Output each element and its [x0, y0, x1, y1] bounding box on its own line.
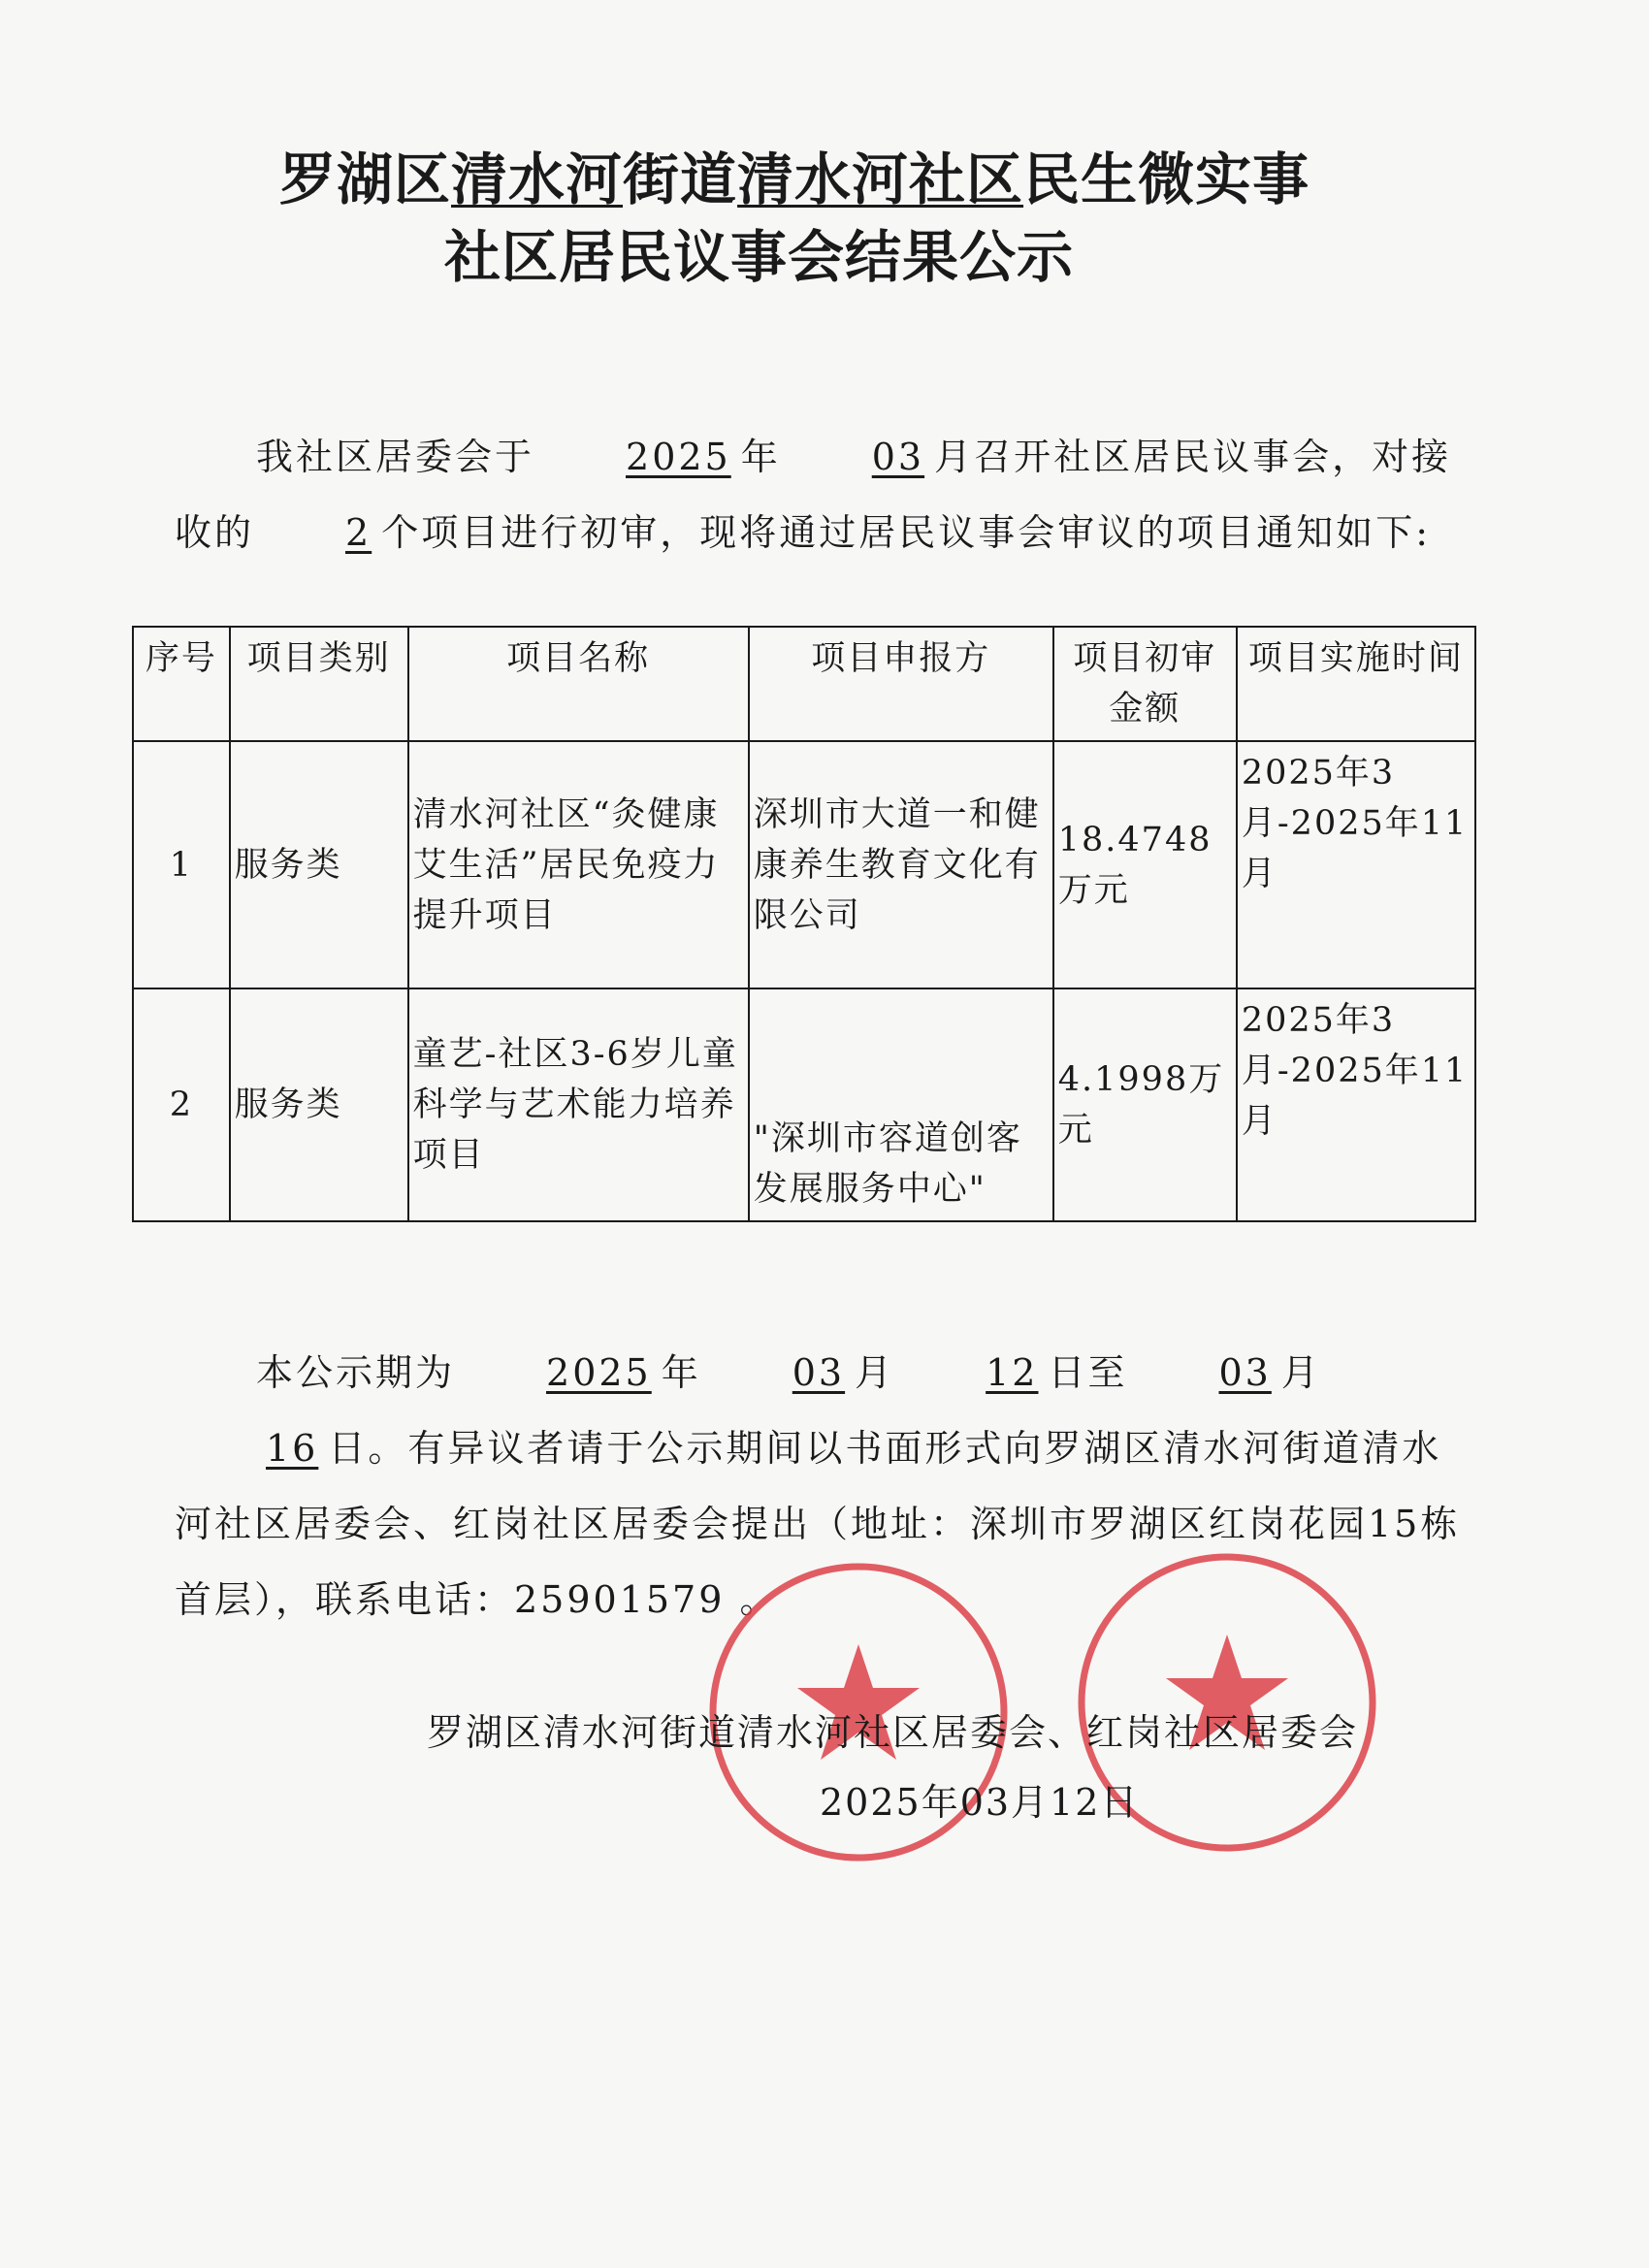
intro-paragraph: 我社区居委会于 2025 年 03 月召开社区居民议事会，对接收的 2 个项目进行初审，现将通过居民议事会审议的项目通知如下: [175, 436, 1452, 554]
table-row [133, 741, 1475, 988]
cell-applicant: "深圳市容道创客发展服务中心" [749, 988, 1053, 1221]
header-seq: 序号 [133, 627, 230, 741]
project-table [132, 626, 1476, 1222]
cell-period: 2025年3月-2025年11月 [1237, 988, 1475, 1221]
signature-date: 2025年03月12日 [820, 1781, 1140, 1824]
header-amount: 项目初审金额 [1053, 627, 1237, 741]
cell-name: 清水河社区“灸健康艾生活”居民免疫力提升项目 [408, 741, 749, 988]
header-applicant: 项目申报方 [749, 627, 1053, 741]
cell-amount: 18.4748万元 [1053, 741, 1237, 988]
cell-category: 服务类 [230, 741, 408, 988]
notice-paragraph: 本公示期为 2025 年 03 月 12 日至 03 月16 日。有异议者请于公示期间以书面形式向罗湖区清水河街道清水河社区居委会、红岗社区居委会提出（地址：深圳市罗湖区红岗花园15栋首层），联系电话：25901579 。 [175, 1351, 1461, 1621]
cell-category: 服务类 [230, 988, 408, 1221]
cell-seq: 2 [133, 988, 230, 1221]
cell-amount: 4.1998万元 [1053, 988, 1237, 1221]
cell-seq: 1 [133, 741, 230, 988]
header-name: 项目名称 [408, 627, 749, 741]
header-category: 项目类别 [230, 627, 408, 741]
table-header-row [133, 627, 1475, 741]
title-line-1: 罗湖区清水河街道清水河社区民生微实事 [279, 146, 1310, 212]
cell-name: 童艺-社区3-6岁儿童科学与艺术能力培养项目 [408, 988, 749, 1221]
title-line-2: 社区居民议事会结果公示 [444, 224, 1075, 290]
cell-applicant: 深圳市大道一和健康养生教育文化有限公司 [749, 741, 1053, 988]
cell-period: 2025年3月-2025年11月 [1237, 741, 1475, 988]
table-row [133, 988, 1475, 1221]
header-period: 项目实施时间 [1237, 627, 1475, 741]
signature-org: 罗湖区清水河街道清水河社区居委会、红岗社区居委会 [427, 1711, 1359, 1754]
